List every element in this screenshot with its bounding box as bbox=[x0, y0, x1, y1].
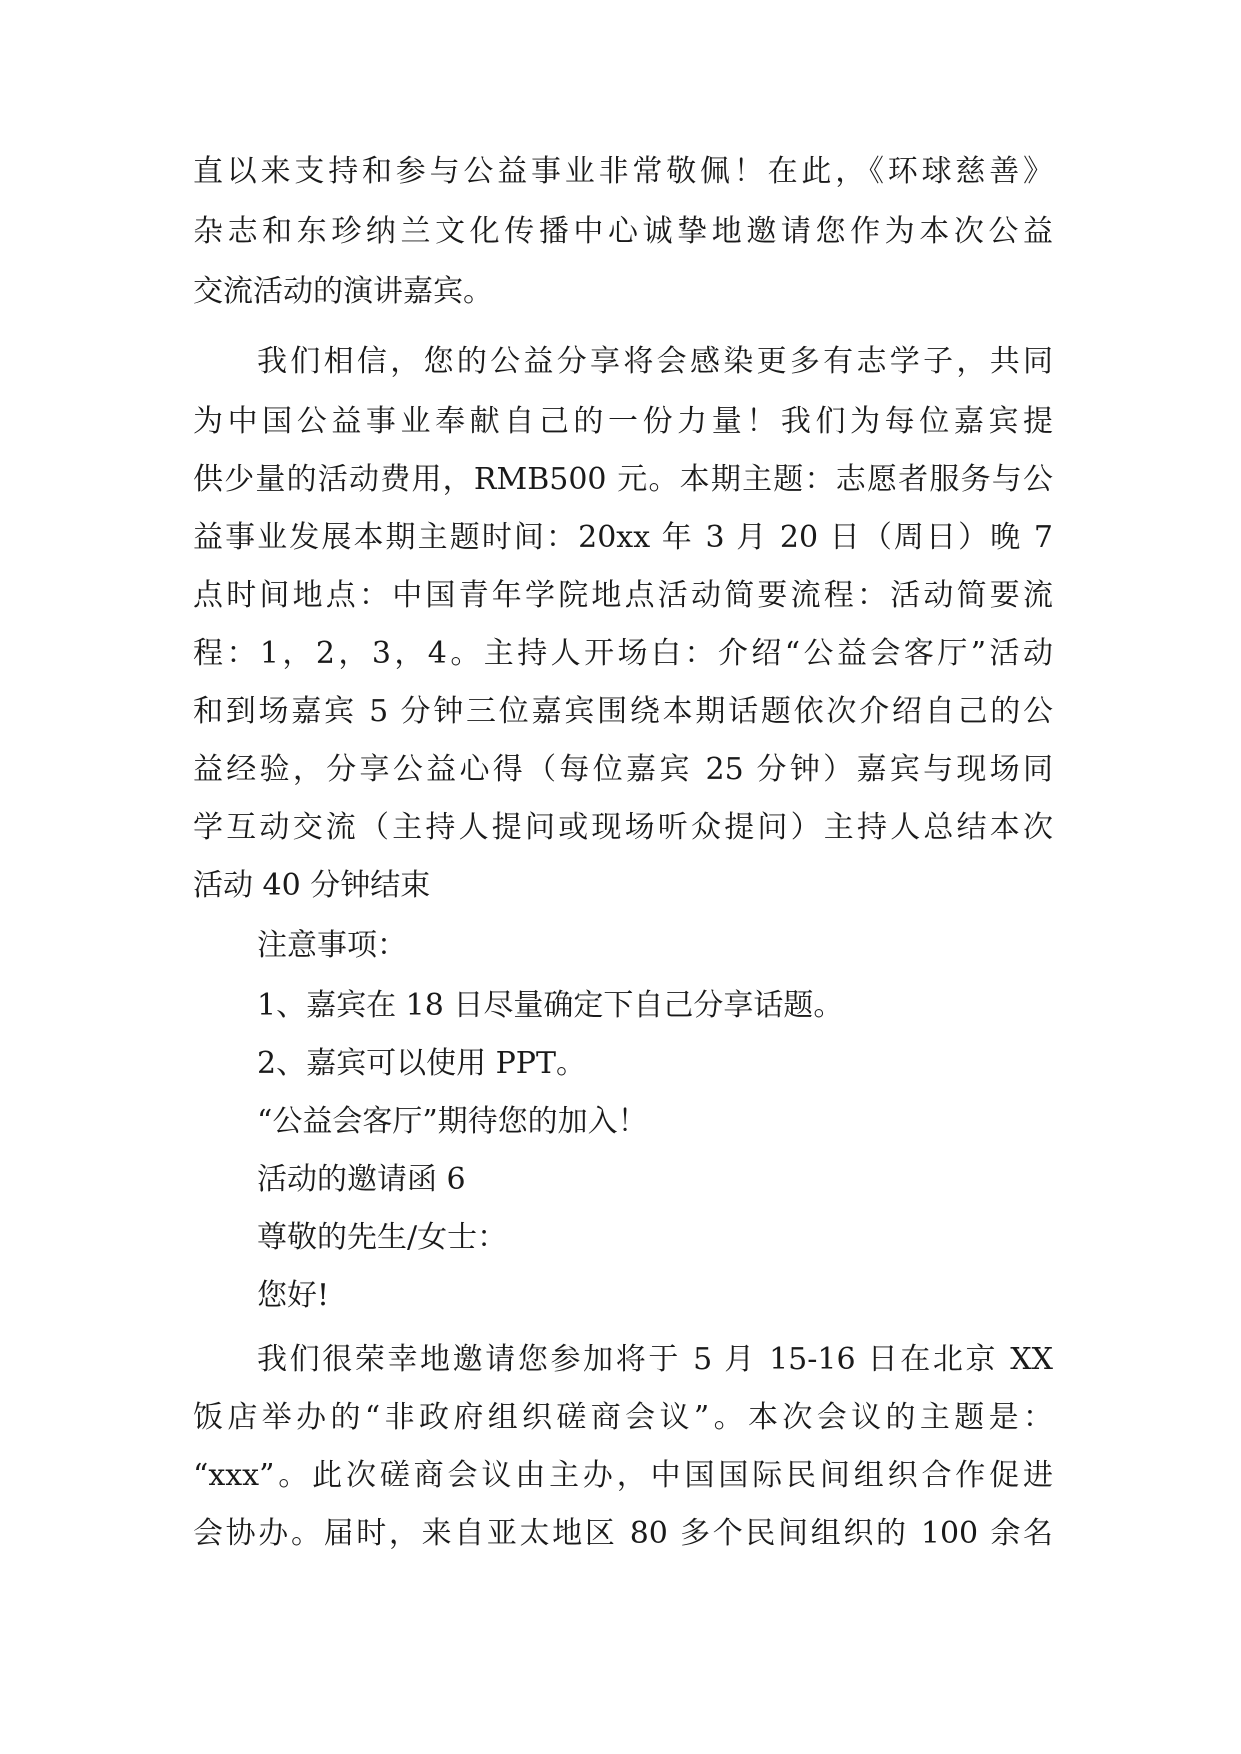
text-line: 程：1，2，3，4。主持人开场白：介绍“公益会客厅”活动 bbox=[193, 636, 1053, 671]
text-line: 饭店举办的“非政府组织磋商会议”。本次会议的主题是： bbox=[193, 1400, 1053, 1435]
salutation: 尊敬的先生/女士： bbox=[257, 1220, 508, 1255]
text-line: 供少量的活动费用，RMB500 元。本期主题：志愿者服务与公 bbox=[193, 462, 1053, 497]
text-line: 杂志和东珍纳兰文化传播中心诚挚地邀请您作为本次公益 bbox=[193, 214, 1053, 249]
text-line: 和到场嘉宾 5 分钟三位嘉宾围绕本期话题依次介绍自己的公 bbox=[193, 694, 1053, 729]
text-line: 学互动交流（主持人提问或现场听众提问）主持人总结本次 bbox=[193, 810, 1053, 845]
text-line: 益经验，分享公益心得（每位嘉宾 25 分钟）嘉宾与现场同 bbox=[193, 752, 1053, 787]
text-line: 活动 40 分钟结束 bbox=[193, 868, 431, 903]
text-line: 点时间地点：中国青年学院地点活动简要流程：活动简要流 bbox=[193, 578, 1053, 613]
text-line: 交流活动的演讲嘉宾。 bbox=[193, 274, 493, 309]
text-line: 会协办。届时，来自亚太地区 80 多个民间组织的 100 余名 bbox=[193, 1516, 1053, 1551]
note-item: 1、嘉宾在 18 日尽量确定下自己分享话题。 bbox=[257, 988, 844, 1023]
notes-heading: 注意事项： bbox=[257, 928, 407, 963]
text-line: 直以来支持和参与公益事业非常敬佩！在此，《环球慈善》 bbox=[193, 154, 1053, 189]
paragraph-start-line: 我们相信，您的公益分享将会感染更多有志学子，共同 bbox=[257, 344, 1053, 379]
paragraph-start-line: 我们很荣幸地邀请您参加将于 5 月 15-16 日在北京 XX bbox=[257, 1342, 1053, 1377]
text-line: 为中国公益事业奉献自己的一份力量！我们为每位嘉宾提 bbox=[193, 404, 1053, 439]
section-title: 活动的邀请函 6 bbox=[257, 1162, 466, 1197]
text-line: “xxx”。此次磋商会议由主办，中国国际民间组织合作促进 bbox=[193, 1458, 1053, 1493]
text-line: 益事业发展本期主题时间：20xx 年 3 月 20 日（周日）晚 7 bbox=[193, 520, 1053, 555]
closing-line: “公益会客厅”期待您的加入！ bbox=[257, 1104, 648, 1139]
greeting: 您好! bbox=[257, 1278, 330, 1313]
note-item: 2、嘉宾可以使用 PPT。 bbox=[257, 1046, 587, 1081]
